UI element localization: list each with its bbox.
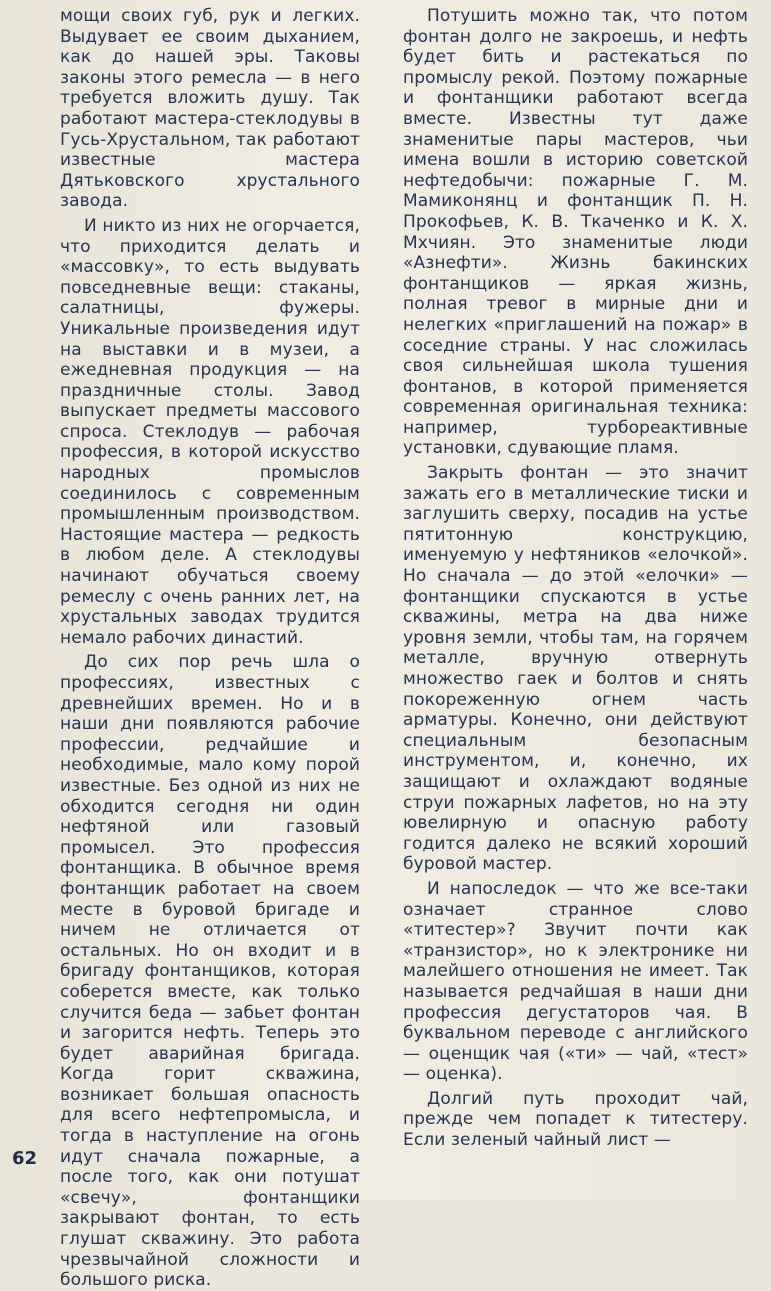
page-number: 62 [12,1148,38,1169]
paragraph: До сих пор речь шла о профессиях, известных с древнейших времен. Но и в наши дни появляются рабочие профессии, редчайшие и необходимые, мало кому порой известные. Без одной из них не обходится сегодня ни один нефтяной или газовый промысел. Это профессия фонтанщика. В обычное время фонтанщик работает на своем месте в буровой бригаде и ничем не отличается от остальных. Но он входит и в бригаду фонтанщиков, которая соберется вместе, как только случится беда — забьет фонтан и загорится нефть. Теперь это будет аварийная бригада. Когда горит скважина, возникает большая опасность для всего нефтепромысла, и тогда в наступление на огонь идут сначала пожарные, а после того, как они потушат «свечу», фонтанщики закрывают фонтан, то есть глушат скважину. Это работа чрезвычайной сложности и большого риска. [60,652,360,1291]
paragraph: И напоследок — что же все-таки означает странное слово «титестер»? Звучит почти как «транзистор», но к электронике ни малейшего отношения не имеет. Так называется редчайшая в наши дни профессия дегустаторов чая. В буквальном переводе с английского — оценщик чая («ти» — чай, «тест» — оценка). [403,878,748,1085]
left-column [60,6,360,1291]
paragraph: Потушить можно так, что потом фонтан долго не закроешь, и нефть будет бить и растекаться по промыслу рекой. Поэтому пожарные и фонтанщики работают всегда вместе. Известны тут даже знаменитые пары мастеров, чьи имена вошли в историю советской нефтедобычи: пожарные Г. М. Мамиконянц и фонтанщик П. Н. Прокофьев, К. В. Ткаченко и К. Х. Мхчиян. Это знаменитые люди «Азнефти». Жизнь бакинских фонтанщиков — яркая жизнь, полная тревог в мирные дни и нелегких «приглашений на пожар» в соседние страны. У нас сложилась своя сильнейшая школа тушения фонтанов, в которой применяется современная оригинальная техника: например, турбореактивные установки, сдувающие пламя. [403,6,748,459]
paragraph: Закрыть фонтан — это значит зажать его в металлические тиски и заглушить сверху, посадив на устье пятитонную конструкцию, именуемую у нефтяников «елочкой». Но сначала — до этой «елочки» — фонтанщики спускаются в устье скважины, метра на два ниже уровня земли, чтобы там, на горячем металле, вручную отвернуть множество гаек и болтов и снять покореженную огнем часть арматуры. Конечно, они действуют специальным безопасным инструментом, и, конечно, их защищают и охлаждают водяные струи пожарных лафетов, но на эту ювелирную и опасную работу годится далеко не всякий хороший буровой мастер. [403,463,748,875]
paragraph: И никто из них не огорчается, что приходится делать и «массовку», то есть выдувать повседневные вещи: стаканы, салатницы, фужеры. Уникальные произведения идут на выставки и в музеи, а ежедневная продукция — на праздничные столы. Завод выпускает предметы массового спроса. Стеклодув — рабочая профессия, в которой искусство народных промыслов соединилось с современным промышленным производством. Настоящие мастера — редкость в любом деле. А стеклодувы начинают обучаться своему ремеслу с очень ранних лет, на хрустальных заводах трудится немало рабочих династий. [60,215,360,648]
right-column [403,6,748,1151]
paragraph: Долгий путь проходит чай, прежде чем попадет к титестеру. Если зеленый чайный лист — [403,1088,748,1151]
paragraph: мощи своих губ, рук и легких. Выдувает ее своим дыханием, как до нашей эры. Таковы законы этого ремесла — в него требуется вложить душу. Так работают мастера-стеклодувы в Гусь-Хрустальном, так работают известные мастера Дятьковского хрустального завода. [60,6,360,212]
